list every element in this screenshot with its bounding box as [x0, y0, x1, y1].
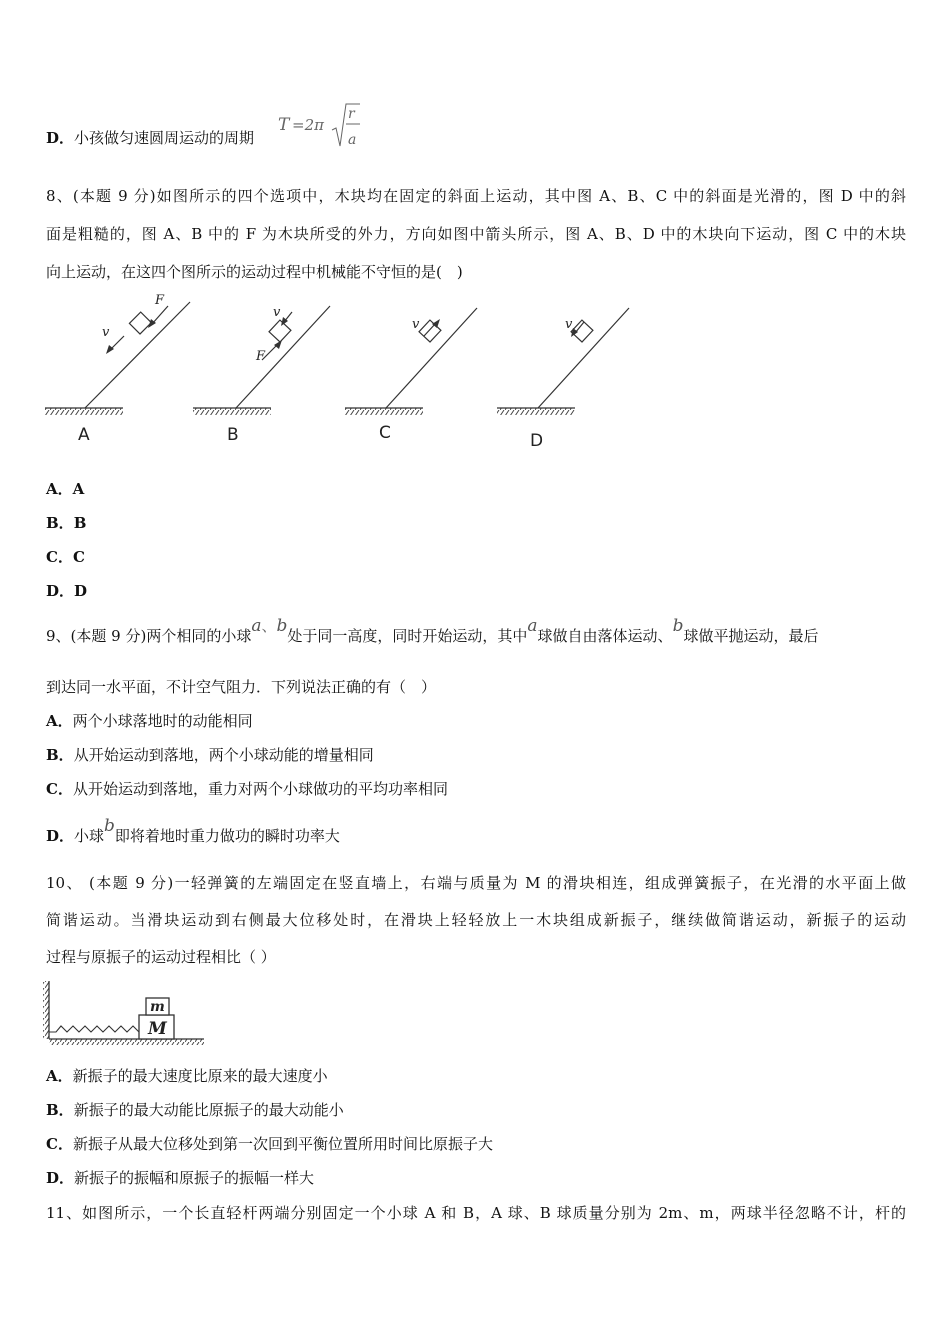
figure-label-b: B [227, 425, 239, 445]
q10-option-d: D．新振子的振幅和原振子的振幅一样大 [46, 1169, 315, 1187]
q8-stem-line-2: 面是粗糙的，图 A、B 中的 F 为木块所受的外力，方向如图中箭头所示，图 A、B、D 中的木块向下运动，图 C 中的木块 [46, 225, 906, 243]
figure-b [193, 305, 330, 445]
velocity-arrowhead [106, 345, 114, 354]
ground-hatch [345, 408, 423, 415]
q10-option-c: C．新振子从最大位移处到第一次回到平衡位置所用时间比原振子大 [46, 1135, 493, 1153]
figure-label-c: C [379, 423, 391, 443]
q9-option-d: D．小球b即将着地时重力做功的瞬时功率大 [46, 816, 340, 845]
figure-c [345, 308, 477, 443]
force-label: F [256, 349, 266, 364]
velocity-label: v [565, 317, 573, 332]
velocity-label: v [273, 305, 281, 320]
q7-option-d-label: D． [46, 129, 75, 147]
block [129, 312, 151, 334]
ground-hatch [193, 408, 271, 415]
spring [49, 1026, 139, 1032]
q7-option-d [46, 128, 254, 148]
q10-stem-line-1: 10、 (本题 9 分)一轻弹簧的左端固定在竖直墙上，右端与质量为 M 的滑块相连，组成弹簧振子，在光滑的水平面上做 [46, 874, 906, 892]
wall-hatch [43, 981, 49, 1039]
q8-stem-line-1: 8、(本题 9 分)如图所示的四个选项中，木块均在固定的斜面上运动，其中图 A、B、C 中的斜面是光滑的，图 D 中的斜 [46, 187, 906, 205]
figure-label-d: D [530, 431, 544, 451]
figure-d [497, 308, 629, 451]
period-formula [276, 100, 366, 155]
force-arrowhead [274, 340, 282, 349]
floor-hatch [49, 1039, 204, 1045]
block [269, 320, 291, 342]
q8-option-c: C．C [46, 548, 85, 566]
q10-option-a: A．新振子的最大速度比原来的最大速度小 [46, 1067, 328, 1085]
var-b: b [672, 616, 684, 636]
var-b: b [104, 816, 115, 836]
var-b: b [276, 616, 288, 636]
ground-hatch [45, 408, 123, 415]
q10-option-b: B．新振子的最大动能比原振子的最大动能小 [46, 1101, 344, 1119]
var-a: a [527, 616, 538, 636]
velocity-label: v [102, 325, 110, 340]
figure-label-a: A [78, 425, 90, 445]
q9-option-a: A．两个小球落地时的动能相同 [46, 712, 253, 730]
q8-option-b: B．B [46, 514, 87, 532]
spring-oscillator-figure [40, 976, 210, 1048]
big-block-label: M [148, 1019, 167, 1039]
formula-2pi: =2π [292, 116, 324, 134]
q9-stem-line-2: 到达同一水平面，不计空气阻力．下列说法正确的有（ ） [46, 678, 437, 696]
formula-T: T [278, 115, 290, 135]
formula-a: a [348, 132, 357, 148]
force-label: F [155, 293, 165, 308]
small-block-label: m [150, 999, 165, 1015]
q7-option-d-text: 小孩做匀速圆周运动的周期 [74, 129, 255, 147]
q10-stem-line-3: 过程与原振子的运动过程相比（ ） [46, 948, 276, 966]
q11-stem-line-1: 11、如图所示，一个长直轻杆两端分别固定一个小球 A 和 B，A 球、B 球质量分别为 2m、m，两球半径忽略不计，杆的 [46, 1204, 906, 1222]
ground-hatch [497, 408, 575, 415]
var-a: a [251, 616, 262, 636]
q8-incline-figures [40, 290, 660, 460]
q9-option-c: C．从开始运动到落地，重力对两个小球做功的平均功率相同 [46, 780, 448, 798]
force-arrow [152, 306, 168, 324]
q8-option-a: A．A [46, 480, 85, 498]
q9-option-b: B．从开始运动到落地，两个小球动能的增量相同 [46, 746, 374, 764]
q8-stem-line-3: 向上运动，在这四个图所示的运动过程中机械能不守恒的是( ) [46, 263, 463, 281]
q10-stem-line-2: 简谐运动。当滑块运动到右侧最大位移处时，在滑块上轻轻放上一木块组成新振子，继续做简谐运动，新振子的运动 [46, 911, 906, 929]
q9-stem-line-1: 9、(本题 9 分)两个相同的小球a、b处于同一高度，同时开始运动，其中a球做自由落体运动、b球做平抛运动，最后 [46, 616, 819, 645]
figure-a [45, 293, 190, 445]
velocity-label: v [412, 317, 420, 332]
q8-option-d: D．D [46, 582, 88, 600]
formula-r: r [348, 106, 355, 122]
